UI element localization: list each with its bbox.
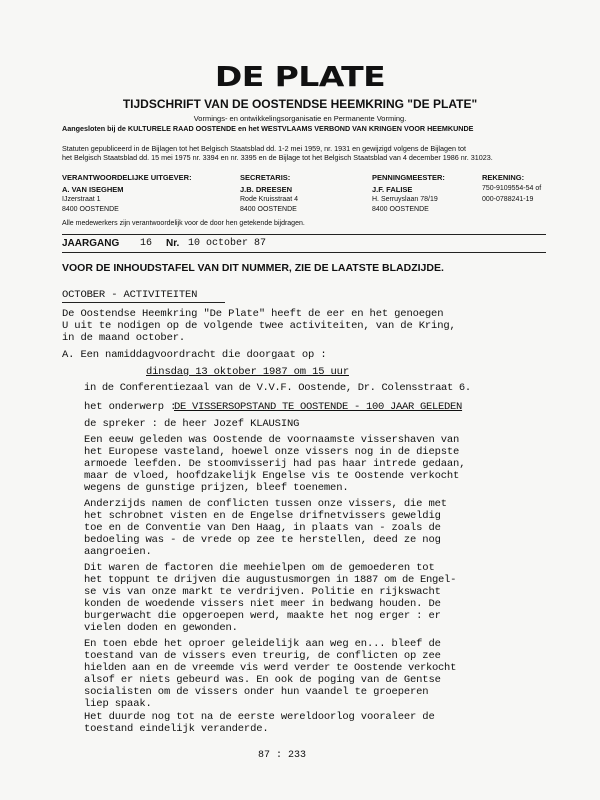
account-number-1: 750-9109554-54 of bbox=[482, 185, 542, 192]
treasurer-name: J.F. FALISE bbox=[372, 185, 413, 194]
paragraph-line: Een eeuw geleden was Oostende de voornaamste vissershaven van bbox=[84, 434, 460, 446]
paragraph-line: Het duurde nog tot na de eerste wereldoorlog vooraleer de bbox=[84, 711, 435, 723]
paragraph-line: bedoeling was - de vrede op zee te herstellen, deed ze nog bbox=[84, 534, 441, 546]
jaargang-value: 16 bbox=[140, 238, 153, 249]
page-number: 87 : 233 bbox=[258, 750, 307, 761]
paragraph-line: toe en de Conventie van Den Haag, in plaats van - zoals de bbox=[84, 522, 441, 534]
item-a-location: in de Conferentiezaal van de V.V.F. Oostende, Dr. Colensstraat 6. bbox=[84, 382, 471, 394]
publisher-name: A. VAN ISEGHEM bbox=[62, 185, 124, 194]
disclaimer: Alle medewerkers zijn verantwoordelijk voor de door hen getekende bijdragen. bbox=[62, 220, 305, 227]
treasurer-address-1: H. Serruyslaan 78/19 bbox=[372, 196, 438, 203]
paragraph-line: het toppunt te drijven die augustusmorgen in 1887 om de Engel- bbox=[84, 574, 457, 586]
intro-line: De Oostendse Heemkring "De Plate" heeft de eer en het genoegen bbox=[62, 308, 444, 320]
paragraph-line: toestand eindelijk veranderde. bbox=[84, 723, 269, 735]
nr-value: 10 october 87 bbox=[188, 238, 267, 249]
toc-notice: VOOR DE INHOUDSTAFEL VAN DIT NUMMER, ZIE DE LAATSTE BLADZIJDE. bbox=[62, 262, 444, 274]
paragraph-line: het schrobnet visten en de Engelse drifnetvissers geweldig bbox=[84, 510, 441, 522]
paragraph-line: socialisten om de vissers onder hun vaandel te groeperen bbox=[84, 686, 429, 698]
divider-bottom bbox=[62, 252, 546, 253]
paragraph-line: vielen doden en gewonden. bbox=[84, 622, 238, 634]
account-label: REKENING: bbox=[482, 173, 525, 182]
publisher-label: VERANTWOORDELIJKE UITGEVER: bbox=[62, 173, 192, 182]
statute-line-1: Statuten gepubliceerd in de Bijlagen tot het Belgisch Staatsblad dd. 1-2 mei 1959, nr. 1931 en gewijzigd volgens de Bijlagen tot bbox=[62, 144, 466, 153]
section-heading-underline bbox=[62, 302, 225, 303]
paragraph-line: konden de woedende vissers niet meer in bedwang houden. De bbox=[84, 598, 441, 610]
intro-line: U uit te nodigen op de volgende twee activiteiten, van de Kring, bbox=[62, 320, 456, 332]
paragraph-line: Dit waren de factoren die meehielpen om de gemoederen tot bbox=[84, 562, 435, 574]
secretary-name: J.B. DREESEN bbox=[240, 185, 293, 194]
paragraph-line: liep spaak. bbox=[84, 698, 152, 710]
item-a-subject: DE VISSERSOPSTAND TE OOSTENDE - 100 JAAR GELEDEN bbox=[174, 401, 463, 413]
treasurer-label: PENNINGMEESTER: bbox=[372, 173, 445, 182]
paragraph-line: wegens de gunstige prijzen, bleef toenemen. bbox=[84, 482, 349, 494]
item-a-subject-label: het onderwerp : bbox=[84, 401, 177, 413]
intro-line: in de maand october. bbox=[62, 332, 186, 344]
paragraph-line: aangroeien. bbox=[84, 546, 152, 558]
masthead-line-1: Vormings- en ontwikkelingsorganisatie en Permanente Vorming. bbox=[193, 114, 407, 123]
item-a-date: dinsdag 13 oktober 1987 om 15 uur bbox=[146, 366, 349, 378]
paragraph-line: alsof er niets gebeurd was. En ook de poging van de Gentse bbox=[84, 674, 441, 686]
paragraph-line: toestand van de vissers even treurig, de conflicten op zee bbox=[84, 650, 441, 662]
secretary-label: SECRETARIS: bbox=[240, 173, 291, 182]
paragraph-line: het Europese vasteland, hoewel onze vissers nog in de diepste bbox=[84, 446, 460, 458]
paragraph-line: En toen ebde het oproer geleidelijk aan weg en... bleef de bbox=[84, 638, 441, 650]
paragraph-line: maar de vloed, hoofdzakelijk Engelse vis te Oostende verkocht bbox=[84, 470, 460, 482]
secretary-address-2: 8400 OOSTENDE bbox=[240, 206, 297, 213]
section-heading: OCTOBER - ACTIVITEITEN bbox=[62, 289, 198, 301]
paragraph-line: hielden aan en de vreemde vis werd verder te Oostende verkocht bbox=[84, 662, 457, 674]
paragraph-line: armoede leefden. De stoomvisserij had pas haar intrede gedaan, bbox=[84, 458, 466, 470]
masthead-line-2: Aangesloten bij de KULTURELE RAAD OOSTENDE en het WESTVLAAMS VERBOND VAN KRINGEN VOOR HEEMKUNDE bbox=[62, 124, 474, 133]
treasurer-address-2: 8400 OOSTENDE bbox=[372, 206, 429, 213]
paragraph-line: Anderzijds namen de conflicten tussen onze vissers, die met bbox=[84, 498, 447, 510]
item-a-line: A. Een namiddagvoordracht die doorgaat op : bbox=[62, 349, 327, 361]
nr-label: Nr. bbox=[166, 238, 180, 249]
divider-top bbox=[62, 234, 546, 235]
publisher-address-1: IJzerstraat 1 bbox=[62, 196, 101, 203]
paragraph-line: se vis van onze markt te verdrijven. Politie en rijkswacht bbox=[84, 586, 441, 598]
masthead-subtitle: TIJDSCHRIFT VAN DE OOSTENDSE HEEMKRING "DE PLATE" bbox=[122, 97, 478, 111]
secretary-address-1: Rode Kruisstraat 4 bbox=[240, 196, 298, 203]
account-number-2: 000-0788241-19 bbox=[482, 196, 534, 203]
statute-line-2: het Belgisch Staatsblad dd. 15 mei 1975 nr. 3394 en nr. 3395 en de Bijlage tot het Belgisch Staatsblad van 4 december 1986 nr. 31023. bbox=[62, 153, 493, 162]
publisher-address-2: 8400 OOSTENDE bbox=[62, 206, 119, 213]
jaargang-label: JAARGANG bbox=[62, 238, 120, 249]
paragraph-line: burgerwacht die opgeroepen werd, maakte het nog erger : er bbox=[84, 610, 441, 622]
masthead-title: DE PLATE bbox=[214, 60, 386, 93]
item-a-speaker: de spreker : de heer Jozef KLAUSING bbox=[84, 418, 300, 430]
